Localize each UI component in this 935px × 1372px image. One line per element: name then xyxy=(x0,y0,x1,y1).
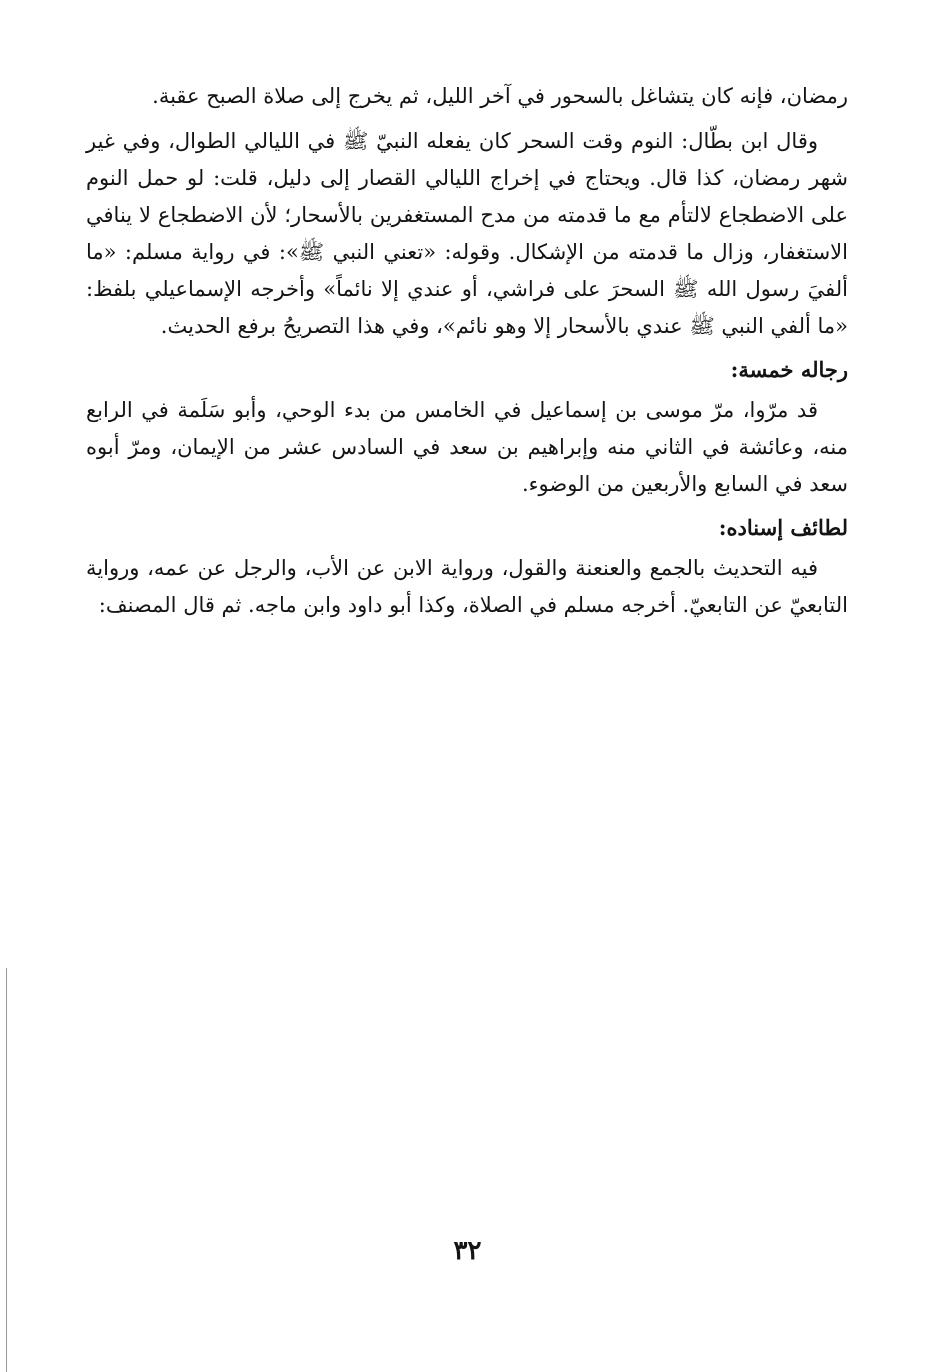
paragraph-ibn-battal: وقال ابن بطّال: النوم وقت السحر كان يفعله النبيّ ﷺ في الليالي الطوال، وفي غير شهر رمضان، كذا قال. ويحتاج في إخراج الليالي القصار إلى دليل، قلت: لو حمل النوم على الاضطجاع لالتأم مع ما قدمته من مدح المستغفرين بالأسحار؛ لأن الاضطجاع لا ينافي الاستغفار، وزال ما قدمته من الإشكال. وقوله: «تعني النبي ﷺ»: في رواية مسلم: «ما ألفيَ رسول الله ﷺ السحرَ على فراشي، أو عندي إلا نائماً» وأخرجه الإسماعيلي بلفظ: «ما ألفي النبي ﷺ عندي بالأسحار إلا وهو نائم»، وفي هذا التصريحُ برفع الحديث. xyxy=(86,129,848,338)
page-number: ٣٢ xyxy=(453,1236,482,1266)
section-heading-isnad-notes: لطائف إسناده: xyxy=(718,515,848,540)
paragraph-narrators: قد مرّوا، مرّ موسى بن إسماعيل في الخامس من بدء الوحي، وأبو سَلَمة في الرابع منه، وعائشة في الثاني منه وإبراهيم بن سعد في السادس عشر من الإيمان، ومرّ أبوه سعد في السابع والأربعين من الوضوء. xyxy=(86,398,848,496)
paragraph-ramadan: رمضان، فإنه كان يتشاغل بالسحور في آخر الليل، ثم يخرج إلى صلاة الصبح عقبة. xyxy=(152,84,848,108)
paragraph-isnad-notes: فيه التحديث بالجمع والعنعنة والقول، ورواية الابن عن الأب، والرجل عن عمه، ورواية التابعيّ عن التابعيّ. أخرجه مسلم في الصلاة، وكذا أبو داود وابن ماجه. ثم قال المصنف: xyxy=(86,556,848,617)
section-heading-narrators: رجاله خمسة: xyxy=(730,357,848,382)
page-body xyxy=(86,78,848,624)
scan-edge-line xyxy=(6,968,7,1372)
